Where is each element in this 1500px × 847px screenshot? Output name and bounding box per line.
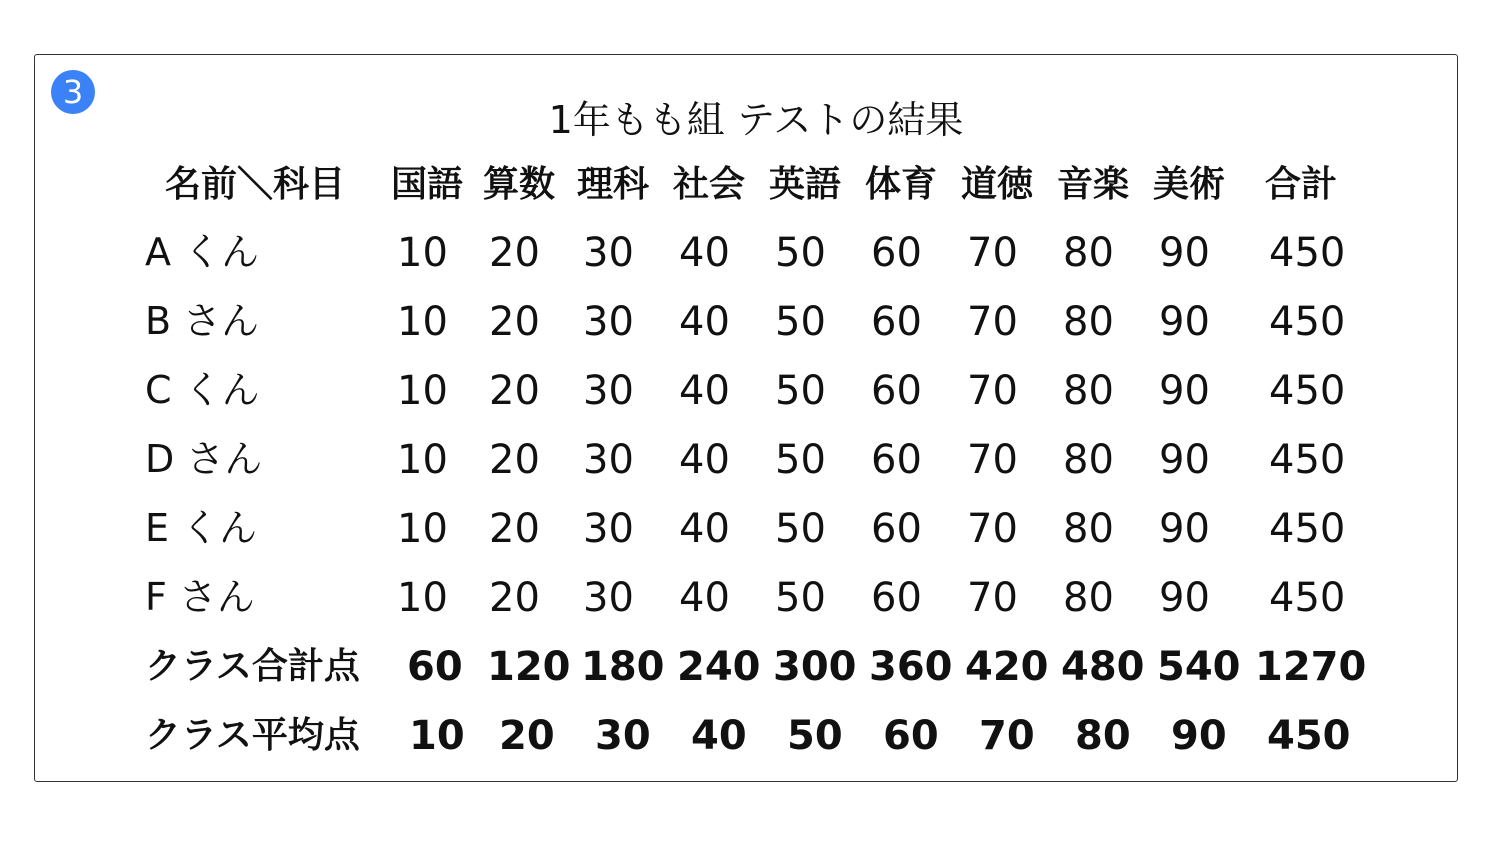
score-cell: 50 — [775, 437, 826, 483]
class-total-cell: 180 — [581, 644, 665, 690]
class-total-cell: 240 — [677, 644, 761, 690]
student-name: E くん — [145, 506, 258, 550]
header-subject: 体育 — [865, 164, 938, 205]
class-total-cell: 120 — [487, 644, 571, 690]
score-cell: 80 — [1063, 230, 1114, 276]
student-name: F さん — [145, 575, 255, 619]
student-total: 450 — [1269, 299, 1346, 345]
score-cell: 20 — [489, 230, 540, 276]
score-cell: 90 — [1159, 575, 1210, 621]
score-cell: 70 — [967, 368, 1018, 414]
score-cell: 90 — [1159, 506, 1210, 552]
class-average-cell: 50 — [787, 713, 843, 759]
score-cell: 40 — [679, 506, 730, 552]
class-total-cell: 60 — [407, 644, 463, 690]
class-average-cell: 80 — [1075, 713, 1131, 759]
score-cell: 30 — [583, 506, 634, 552]
class-total-cell: 480 — [1061, 644, 1145, 690]
class-average-cell: 10 — [409, 713, 465, 759]
score-cell: 10 — [397, 368, 448, 414]
student-name: B さん — [145, 299, 260, 343]
score-cell: 10 — [397, 230, 448, 276]
header-subject: 算数 — [483, 164, 556, 205]
student-total: 450 — [1269, 368, 1346, 414]
score-cell: 30 — [583, 230, 634, 276]
class-total-cell: 360 — [869, 644, 953, 690]
score-cell: 10 — [397, 437, 448, 483]
score-cell: 80 — [1063, 437, 1114, 483]
score-cell: 20 — [489, 506, 540, 552]
class-average-cell: 70 — [979, 713, 1035, 759]
header-subject: 社会 — [673, 164, 746, 205]
score-cell: 60 — [871, 506, 922, 552]
score-cell: 80 — [1063, 575, 1114, 621]
score-cell: 20 — [489, 575, 540, 621]
score-cell: 60 — [871, 230, 922, 276]
score-cell: 80 — [1063, 506, 1114, 552]
badge-number: 3 — [62, 73, 84, 111]
score-cell: 10 — [397, 506, 448, 552]
student-total: 450 — [1269, 230, 1346, 276]
class-total-cell: 540 — [1157, 644, 1241, 690]
header-subject: 国語 — [391, 164, 464, 205]
student-total: 450 — [1269, 437, 1346, 483]
header-name-subject: 名前＼科目 — [165, 164, 346, 205]
results-card — [34, 54, 1458, 782]
score-cell: 70 — [967, 575, 1018, 621]
student-name: A くん — [145, 230, 260, 274]
score-cell: 20 — [489, 299, 540, 345]
score-cell: 60 — [871, 575, 922, 621]
class-total-cell: 1270 — [1255, 644, 1367, 690]
score-cell: 80 — [1063, 299, 1114, 345]
score-cell: 50 — [775, 506, 826, 552]
header-subject: 合計 — [1265, 164, 1338, 205]
score-cell: 50 — [775, 368, 826, 414]
score-cell: 90 — [1159, 299, 1210, 345]
score-cell: 30 — [583, 437, 634, 483]
score-cell: 10 — [397, 299, 448, 345]
page-title: 1年もも組 テストの結果 — [548, 98, 964, 142]
header-subject: 音楽 — [1057, 164, 1130, 205]
student-total: 450 — [1269, 506, 1346, 552]
class-average-cell: 30 — [595, 713, 651, 759]
score-cell: 50 — [775, 230, 826, 276]
score-cell: 70 — [967, 230, 1018, 276]
score-cell: 30 — [583, 575, 634, 621]
score-cell: 60 — [871, 299, 922, 345]
class-average-cell: 20 — [499, 713, 555, 759]
score-cell: 70 — [967, 506, 1018, 552]
score-cell: 30 — [583, 368, 634, 414]
header-subject: 道徳 — [961, 164, 1034, 205]
score-cell: 70 — [967, 437, 1018, 483]
score-cell: 30 — [583, 299, 634, 345]
score-cell: 20 — [489, 368, 540, 414]
score-cell: 20 — [489, 437, 540, 483]
header-subject: 理科 — [577, 164, 650, 205]
class-average-cell: 40 — [691, 713, 747, 759]
score-cell: 90 — [1159, 437, 1210, 483]
header-subject: 英語 — [769, 164, 842, 205]
score-cell: 60 — [871, 437, 922, 483]
score-cell: 80 — [1063, 368, 1114, 414]
student-name: D さん — [145, 437, 263, 481]
class-average-cell: 60 — [883, 713, 939, 759]
score-cell: 40 — [679, 368, 730, 414]
class-total-label: クラス合計点 — [145, 646, 360, 687]
score-cell: 90 — [1159, 230, 1210, 276]
student-total: 450 — [1269, 575, 1346, 621]
header-subject: 美術 — [1153, 164, 1226, 205]
class-average-label: クラス平均点 — [145, 715, 360, 756]
score-cell: 90 — [1159, 368, 1210, 414]
score-cell: 40 — [679, 230, 730, 276]
class-total-cell: 300 — [773, 644, 857, 690]
score-cell: 50 — [775, 299, 826, 345]
class-average-cell: 90 — [1171, 713, 1227, 759]
score-cell: 40 — [679, 575, 730, 621]
score-cell: 50 — [775, 575, 826, 621]
score-cell: 60 — [871, 368, 922, 414]
score-cell: 40 — [679, 299, 730, 345]
class-average-cell: 450 — [1267, 713, 1351, 759]
score-cell: 40 — [679, 437, 730, 483]
student-name: C くん — [145, 368, 260, 412]
score-cell: 70 — [967, 299, 1018, 345]
class-total-cell: 420 — [965, 644, 1049, 690]
score-cell: 10 — [397, 575, 448, 621]
